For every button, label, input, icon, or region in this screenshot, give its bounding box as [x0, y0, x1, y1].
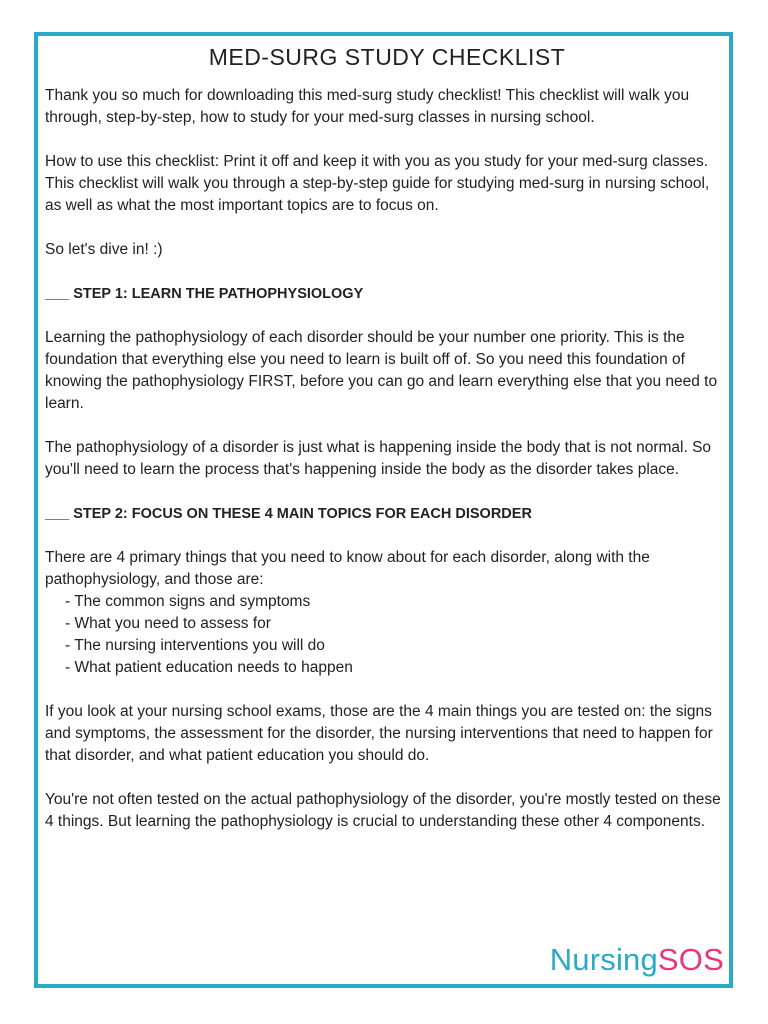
- intro-paragraph-3: So let's dive in! :): [45, 241, 163, 258]
- step-1-paragraph-1: Learning the pathophysiology of each disorder should be your number one priority. This is the foundation that everything else you need to learn is built off of. So you need this foundation of knowing the pathophysiology FIRST, before you can go and learn everything else that you need to learn.: [45, 329, 718, 412]
- step-1-heading: ___ STEP 1: LEARN THE PATHOPHYSIOLOGY: [45, 286, 364, 302]
- list-item: - The nursing interventions you will do: [65, 637, 325, 654]
- intro-paragraph-1: Thank you so much for downloading this med-surg study checklist! This checklist will walk you through, step-by-step, how to study for your med-surg classes in nursing school.: [45, 87, 690, 126]
- list-item: - What patient education needs to happen: [65, 659, 353, 676]
- page-title: MED-SURG STUDY CHECKLIST: [208, 44, 566, 70]
- step-1-paragraph-2: The pathophysiology of a disorder is just what is happening inside the body that is not normal. So you'll need to learn the process that's happening inside the body as the disorder takes place.: [45, 439, 712, 478]
- intro-paragraph-2: How to use this checklist: Print it off and keep it with you as you study for your med-surg classes. This checklist will walk you through a step-by-step guide for studying med-surg in nursing school, as well as what the most important topics are to focus on.: [45, 153, 710, 214]
- step-2-paragraph-1: If you look at your nursing school exams, those are the 4 main things you are tested on: the signs and symptoms, the assessment for the disorder, the nursing interventions that need to happen for that disorder, and what patient education you should do.: [45, 703, 713, 764]
- step-2-heading: ___ STEP 2: FOCUS ON THESE 4 MAIN TOPICS FOR EACH DISORDER: [45, 506, 532, 522]
- logo-text-nursing: Nursing: [549, 942, 658, 977]
- topics-list: [45, 591, 729, 679]
- list-item: - The common signs and symptoms: [65, 593, 311, 610]
- nursingsos-logo: [550, 942, 724, 978]
- logo-text-sos: SOS: [657, 942, 724, 977]
- step-2-paragraph-2: You're not often tested on the actual pathophysiology of the disorder, you're mostly tested on these 4 things. But learning the pathophysiology is crucial to understanding these other 4 components.: [45, 791, 721, 830]
- list-item: - What you need to assess for: [65, 615, 271, 632]
- document-body: [45, 44, 729, 833]
- step-2-lead: There are 4 primary things that you need to know about for each disorder, along with the pathophysiology, and those are:: [45, 549, 650, 588]
